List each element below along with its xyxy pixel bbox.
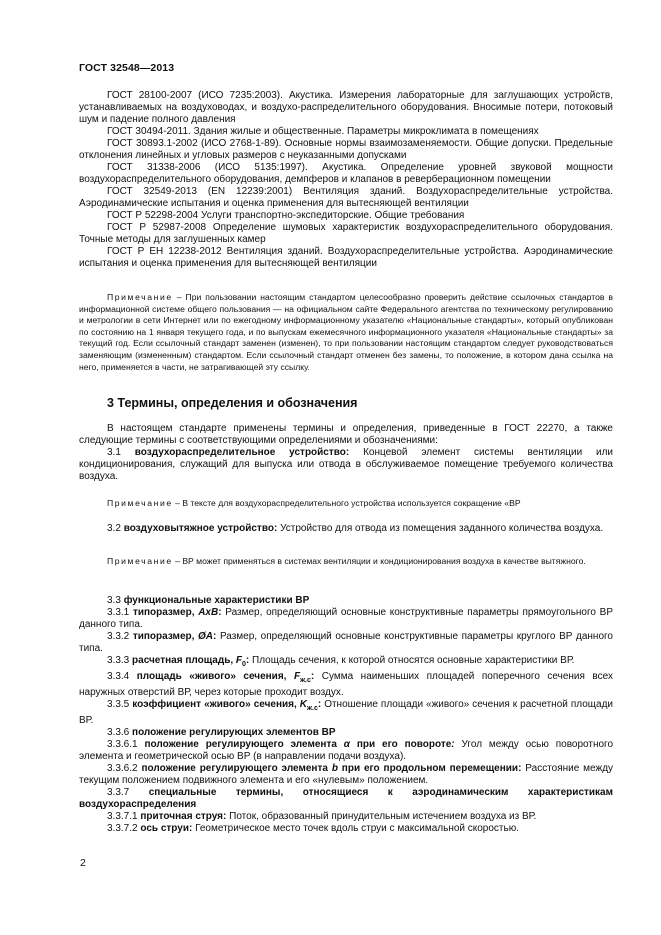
reference-item: ГОСТ Р 52987-2008 Определение шумовых характеристик воздухораспределительного оборудования. Точные методы для заглушенных камер (79, 222, 613, 245)
note-text: ВР может применяться в системах вентиляции и кондиционирования воздуха в качестве вытяжного. (182, 556, 586, 566)
note-term-3-2: Примечание – ВР может применяться в системах вентиляции и кондиционирования воздуха в качестве вытяжного. (107, 556, 586, 566)
page-number: 2 (80, 857, 86, 869)
term-3-3-6-1: 3.3.6.1 положение регулирующего элемента α при его повороте: Угол между осью поворотного элемента и геометрической осью ВР (в направлении подачи воздуха). (79, 739, 614, 762)
term-3-3-6-2: 3.3.6.2 положение регулирующего элемента b при его продольном перемещении: Расстояние между текущим положением подвижного элемента и его «нулевым» положением. (79, 763, 614, 786)
term-3-3-2: 3.3.2 типоразмер, ØA: Размер, определяющий основные конструктивные параметры круглого ВР данного типа. (79, 631, 613, 654)
term-3-3-5: 3.3.5 коэффициент «живого» сечения, $K_{ж.с}$: Отношение площади «живого» сечения к расчетной площади ВР. (79, 699, 613, 726)
reference-item: ГОСТ Р ЕН 12238-2012 Вентиляция зданий. Воздухораспределительные устройства. Аэродинамические испытания и оценка применения для вытесняющей вентиляции (79, 246, 613, 269)
term-3-2: 3.2 воздуховытяжное устройство: Устройство для отвода из помещения заданного количества воздуха. (107, 523, 604, 534)
reference-item: ГОСТ 30893.1-2002 (ИСО 2768-1-89). Основные нормы взаимозаменяемости. Общие допуски. Предельные отклонения линейных и угловых размеров с неуказанными допусками (79, 138, 613, 161)
reference-item: ГОСТ 30494-2011. Здания жилые и общественные. Параметры микроклимата в помещениях (107, 126, 539, 137)
term-3-3: 3.3 функциональные характеристики ВР (107, 595, 310, 606)
note-label: Примечание (107, 498, 173, 508)
reference-item: ГОСТ 31338-2006 (ИСО 5135:1997). Акустика. Определение уровней звуковой мощности воздухораспределительного оборудования, демпферов и клапанов в реверберационном помещении (79, 162, 613, 185)
term-3-3-6: 3.3.6 положение регулирующих элементов ВР (107, 727, 336, 738)
functional-characteristics (79, 595, 613, 835)
term-3-2-block (79, 523, 613, 535)
section-title: 3 Термины, определения и обозначения (107, 396, 358, 410)
term-3-1: 3.1 воздухораспределительное устройство: Концевой элемент системы вентиляции или кондиционирования, служащий для выпуска или отвода в обслуживаемое помещение требуемого количества воздуха. (79, 447, 614, 482)
term-3-3-7-1: 3.3.7.1 приточная струя: Поток, образованный принудительным истечением воздуха из ВР. (107, 811, 537, 822)
term-3-3-4: 3.3.4 площадь «живого» сечения, $F_{ж.с}$: Сумма наименьших площадей поперечного сечения всех наружных отверстий ВР, через которые проходит воздух. (79, 671, 613, 698)
term-3-3-7-2: 3.3.7.2 ось струи: Геометрическое место точек вдоль струи с максимальной скоростью. (107, 823, 520, 834)
note-text: В тексте для воздухораспределительного устройства используется сокращение «ВР (182, 498, 521, 508)
normative-references (79, 90, 613, 270)
term-3-3-3: 3.3.3 расчетная площадь, $F_0$: Площадь сечения, к которой относятся основные характеристики ВР. (107, 655, 575, 668)
term-3-3-7: 3.3.7 специальные термины, относящиеся к аэродинамическим характеристикам воздухораспределения (79, 787, 614, 810)
note-label: Примечание (107, 556, 173, 566)
term-3-3-1: 3.3.1 типоразмер, AxB: Размер, определяющий основные конструктивные параметры прямоугольного ВР данного типа. (79, 607, 614, 630)
note-term-3-1: Примечание – В тексте для воздухораспределительного устройства используется сокращение «ВР (107, 498, 521, 508)
note-label: Примечание (107, 292, 173, 302)
section-intro (79, 423, 613, 483)
note-text: При пользовании настоящим стандартом целесообразно проверить действие ссылочных стандартов в информационной системе общего пользования — на официальном сайте Федерального агентства по техническому регулированию и метрологии в сети Интернет или по ежегодному информационному указателю «Национальные стандарты», который опубликован по состоянию на 1 января текущего года, и по выпускам ежемесячного информационного указателя «Национальные стандарты» за текущий год. Если ссылочный стандарт заменен (изменен), то при пользовании настоящим стандартом следует руководствоваться заменяющим (измененным) стандартом. Если ссылочный стандарт отменен без замены, то положение, в котором дана ссылка на него, применяется в части, не затрагивающей эту ссылку. (79, 292, 613, 372)
note-references: Примечание – При пользовании настоящим стандартом целесообразно проверить действие ссылочных стандартов в информационной системе общего пользования — на официальном сайте Федерального агентства по техническому регулированию и метрологии в сети Интернет или по ежегодному информационному указателю «Национальные стандарты», который опубликован по состоянию на 1 января текущего года, и по выпускам ежемесячного информационного указателя «Национальные стандарты» за текущий год. Если ссылочный стандарт заменен (изменен), то при пользовании настоящим стандартом следует руководствоваться заменяющим (измененным) стандартом. Если ссылочный стандарт отменен без замены, то положение, в котором дана ссылка на него, применяется в части, не затрагивающей эту ссылку. (79, 292, 613, 372)
document-header: ГОСТ 32548—2013 (79, 62, 175, 74)
intro-paragraph: В настоящем стандарте применены термины и определения, приведенные в ГОСТ 22270, а также следующие термины с соответствующими определениями и обозначениями: (79, 423, 613, 446)
reference-item: ГОСТ 28100-2007 (ИСО 7235:2003). Акустика. Измерения лабораторные для заглушающих устройств, устанавливаемых на воздуховодах, и воздухо-распределительного оборудования. Вносимые потери, потоковый шум и падение полного давления (79, 90, 613, 125)
reference-item: ГОСТ 32549-2013 (EN 12239:2001) Вентиляция зданий. Воздухораспределительные устройства. Аэродинамические испытания и оценка применения для вытесняющей вентиляции (79, 186, 613, 209)
reference-item: ГОСТ Р 52298-2004 Услуги транспортно-экспедиторские. Общие требования (107, 210, 465, 221)
